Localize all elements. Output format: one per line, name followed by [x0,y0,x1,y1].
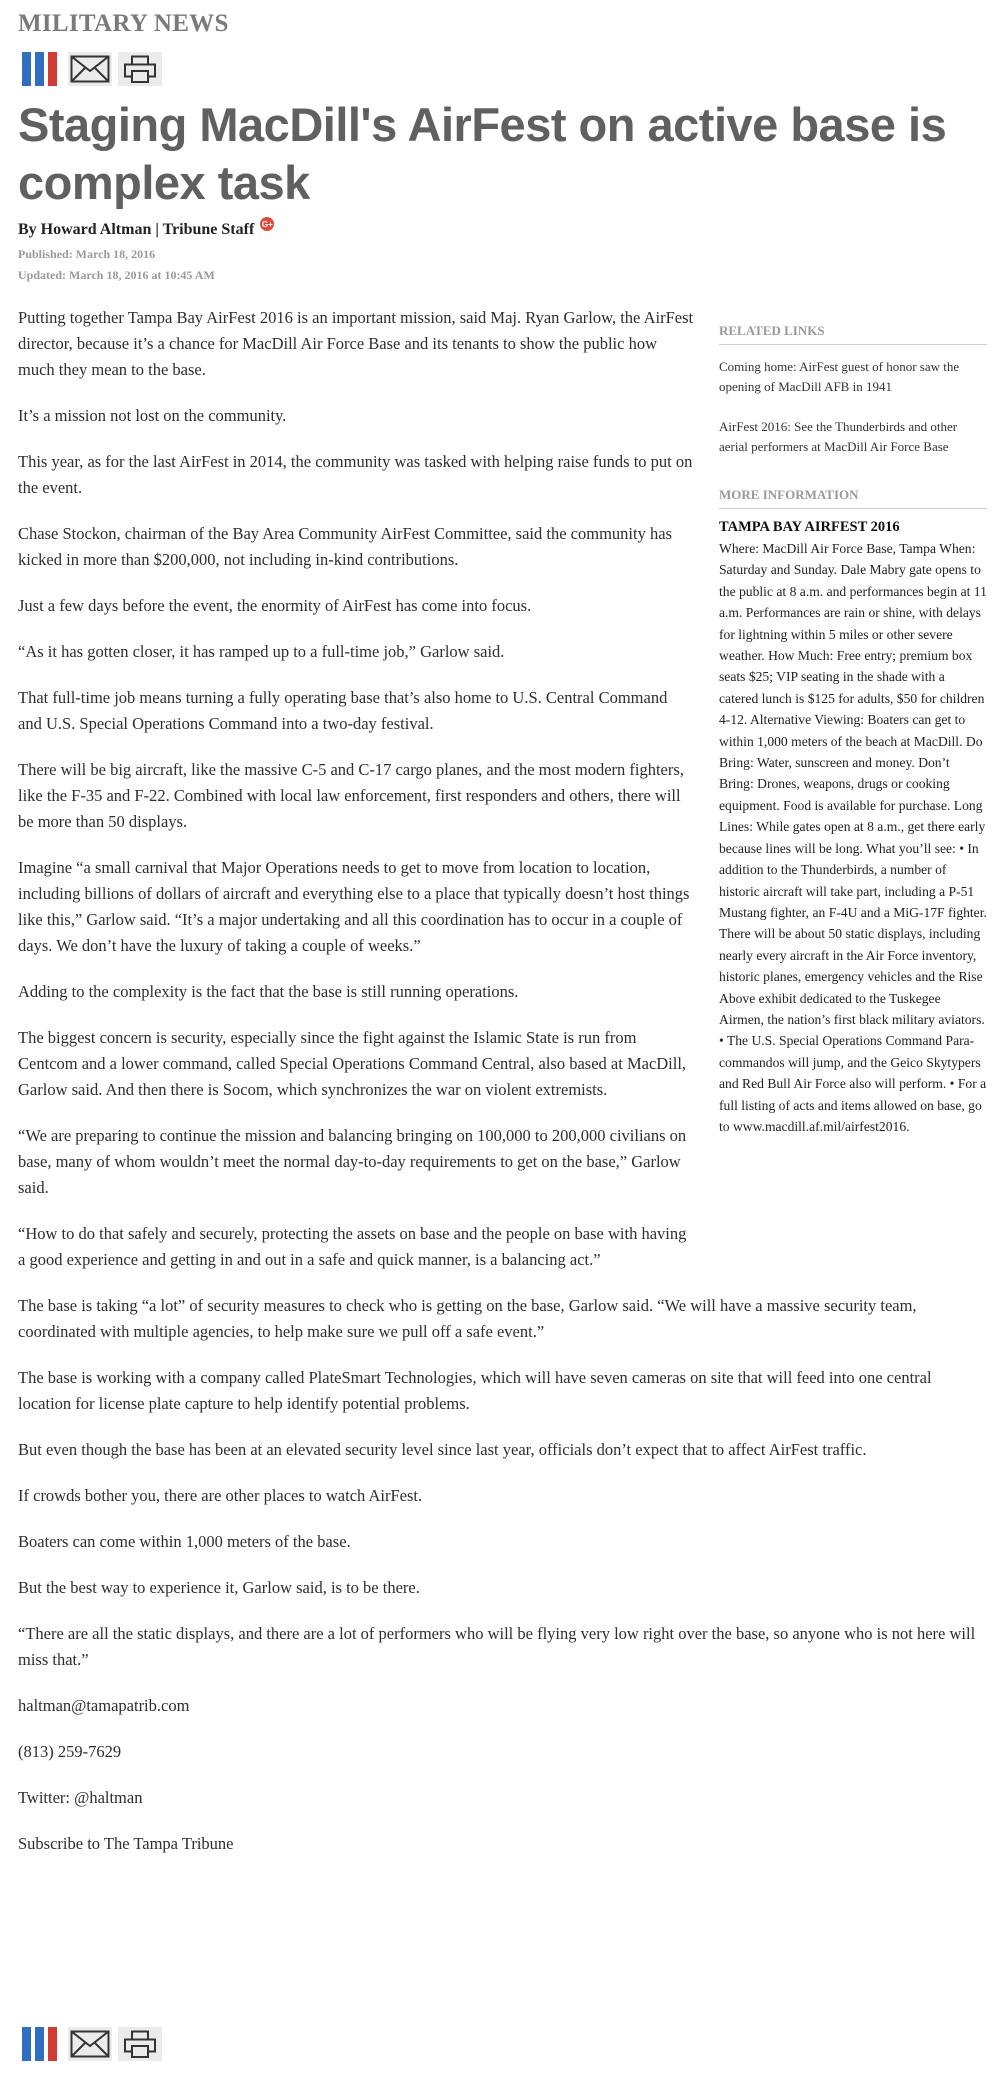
byline-text: By Howard Altman | Tribune Staff [18,221,255,238]
google-plus-icon[interactable]: G+ [260,217,274,231]
updated-date: Updated: March 18, 2016 at 10:45 AM [18,268,215,282]
article-body [18,305,988,1877]
more-information-heading: MORE INFORMATION [719,487,987,509]
share-bar-bottom [18,2027,162,2061]
author-twitter: Twitter: @haltman [18,1788,143,1807]
paragraph: “How to do that safely and securely, protecting the assets on base and the people on base with having a good experience and getting in and out in a safe and quick manner, is a balancing act.” [18,1224,687,1269]
subscribe-link[interactable]: Subscribe to The Tampa Tribune [18,1834,234,1853]
paragraph: But the best way to experience it, Garlow said, is to be there. [18,1578,420,1597]
related-links-heading: RELATED LINKS [719,323,987,345]
paragraph: If crowds bother you, there are other places to watch AirFest. [18,1486,423,1505]
paragraph: “As it has gotten closer, it has ramped up to a full-time job,” Garlow said. [18,642,505,661]
email-icon[interactable] [68,2027,112,2061]
related-link[interactable]: Coming home: AirFest guest of honor saw the opening of MacDill AFB in 1941 [719,359,960,394]
paragraph: The base is working with a company called PlateSmart Technologies, which will have seven cameras on site that will feed into one central location for license plate capture to help identify potential problems. [18,1368,932,1413]
logo-stripes-icon[interactable] [18,52,62,86]
paragraph: “We are preparing to continue the mission and balancing bringing on 100,000 to 200,000 civilians on base, many of whom wouldn’t meet the normal day-to-day requirements to get on the base,” Garlow said. [18,1126,687,1197]
section-title: MILITARY NEWS [18,10,229,37]
paragraph: Adding to the complexity is the fact that the base is still running operations. [18,982,519,1001]
logo-stripes-icon[interactable] [18,2027,62,2061]
paragraph: It’s a mission not lost on the community. [18,406,287,425]
author-email[interactable]: haltman@tamapatrib.com [18,1696,190,1715]
paragraph: There will be big aircraft, like the massive C-5 and C-17 cargo planes, and the most modern fighters, like the F-35 and F-22. Combined with local law enforcement, first responders and others, there will be more than 50 displays. [18,760,684,831]
published-date: Published: March 18, 2016 [18,247,156,261]
paragraph: Chase Stockon, chairman of the Bay Area Community AirFest Committee, said the community has kicked in more than $200,000, not including in-kind contributions. [18,524,672,569]
paragraph: The base is taking “a lot” of security measures to check who is getting on the base, Garlow said. “We will have a massive security team, coordinated with multiple agencies, to help make sure we pull off a safe event.” [18,1296,917,1341]
print-icon[interactable] [118,2027,162,2061]
paragraph: Boaters can come within 1,000 meters of the base. [18,1532,351,1551]
paragraph: The biggest concern is security, especially since the fight against the Islamic State is run from Centcom and a lower command, called Special Operations Command Central, also based at MacDill, Garlow said. And then there is Socom, which synchronizes the war on violent extremists. [18,1028,687,1099]
share-bar-top [18,52,162,86]
email-icon[interactable] [68,52,112,86]
paragraph: But even though the base has been at an elevated security level since last year, officials don’t expect that to affect AirFest traffic. [18,1440,867,1459]
paragraph: Just a few days before the event, the enormity of AirFest has come into focus. [18,596,532,615]
print-icon[interactable] [118,52,162,86]
info-body: Where: MacDill Air Force Base, Tampa When: Saturday and Sunday. Dale Mabry gate opens to the public at 8 a.m. and performances begin at 11 a.m. Performances are rain or shine, with delays for lightning within 5 miles or other severe weather. How Much: Free entry; premium box seats $25; VIP seating in the shade with a catered lunch is $125 for adults, $50 for children 4-12. Alternative Viewing: Boaters can get to within 1,000 meters of the beach at MacDill. Do Bring: Water, sunscreen and money. Don’t Bring: Drones, weapons, drugs or cooking equipment. Food is available for purchase. Long Lines: While gates open at 8 a.m., get there early because lines will be long. What you’ll see: • In addition to the Thunderbirds, a number of historic aircraft will take part, including a P-51 Mustang fighter, an F-4U and a MiG-17F fighter. There will be about 50 static displays, including nearly every aircraft in the Air Force inventory, historic planes, emergency vehicles and the Rise Above exhibit dedicated to the Tuskegee Airmen, the nation’s first black military aviators. • The U.S. Special Operations Command Para-commandos will jump, and the Geico Skytypers and Red Bull Air Force also will perform. • For a full listing of acts and items allowed on base, go to www.macdill.af.mil/airfest2016. [719,541,987,1134]
byline [18,221,274,239]
paragraph: Putting together Tampa Bay AirFest 2016 is an important mission, said Maj. Ryan Garlow, the AirFest director, because it’s a chance for MacDill Air Force Base and its tenants to show the public how much they mean to the base. [18,308,694,379]
info-title: TAMPA BAY AIRFEST 2016 [719,519,900,535]
paragraph: This year, as for the last AirFest in 2014, the community was tasked with helping raise funds to put on the event. [18,452,693,497]
author-phone: (813) 259-7629 [18,1742,122,1761]
related-link[interactable]: AirFest 2016: See the Thunderbirds and other aerial performers at MacDill Air Force Base [719,419,958,454]
paragraph: That full-time job means turning a fully operating base that’s also home to U.S. Central Command and U.S. Special Operations Command into a two-day festival. [18,688,668,733]
headline: Staging MacDill's AirFest on active base is complex task [18,98,947,209]
paragraph: Imagine “a small carnival that Major Operations needs to get to move from location to location, including billions of dollars of aircraft and everything else to a place that typically doesn’t host things like this,” Garlow said. “It’s a major undertaking and all this coordination has to occur in a couple of days. We don’t have the luxury of taking a couple of weeks.” [18,858,690,955]
paragraph: “There are all the static displays, and there are a lot of performers who will be flying very low right over the base, so anyone who is not here will miss that.” [18,1624,976,1669]
